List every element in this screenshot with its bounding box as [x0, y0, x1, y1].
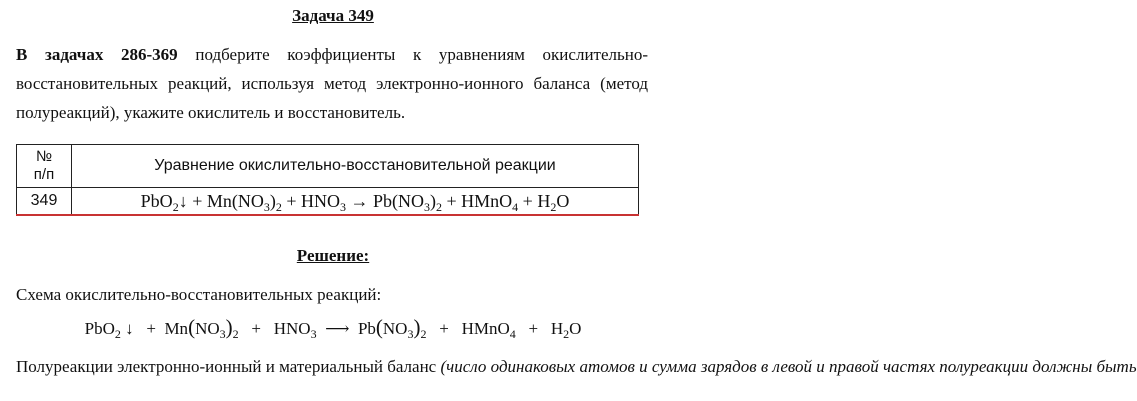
table-row [17, 188, 639, 216]
reaction-scheme: PbO$_2$ ↓ + $Mn(NO_3)_2$ + $HNO_3$ ⟶ $Pb(NO_3)_2$ + HMnO$_4$ + $H_2O$ [84, 315, 582, 341]
precipitate-arrow-icon: ↓ [178, 190, 188, 211]
task-description [16, 40, 648, 127]
scheme-label: Схема окислительно-восстановительных реакций: [16, 285, 382, 304]
header-number [17, 145, 72, 188]
header-number-sign: № [35, 148, 53, 165]
half-reactions-intro: Полуреакции электронно-ионный и материальный баланс [16, 357, 437, 376]
half-reactions-text [16, 352, 1137, 381]
header-equation: Уравнение окислительно-восстановительной реакции [72, 145, 639, 188]
reaction-equation: PbO$_2$↓ + $Mn(NO_3)_2 + HNO_3 \to Pb(NO_3)_2$ + HMnO$_4$ + $H_2O$ [72, 188, 639, 216]
scheme-precipitate-arrow-icon: ↓ [125, 319, 134, 338]
half-reactions-note: (число одинаковых атомов и сумма зарядов в левой и правой частях полуреакции должны быть [440, 357, 1137, 376]
table-header-row [17, 145, 639, 188]
task-instructions: подберите коэффициенты к уравнениям окислительно-восстановительных реакций, используя метод электронно-ионного баланса (метод полуреакций), укажите окислитель и восстановитель. [16, 45, 649, 122]
solution-title: Решение: [296, 246, 370, 265]
task-range: В задачах 286-369 [16, 45, 178, 64]
row-number: 349 [17, 188, 72, 216]
task-title: Задача 349 [292, 6, 374, 25]
long-arrow-icon: ⟶ [325, 319, 350, 338]
reaction-table [16, 144, 639, 216]
header-number-label: п/п [33, 166, 55, 183]
